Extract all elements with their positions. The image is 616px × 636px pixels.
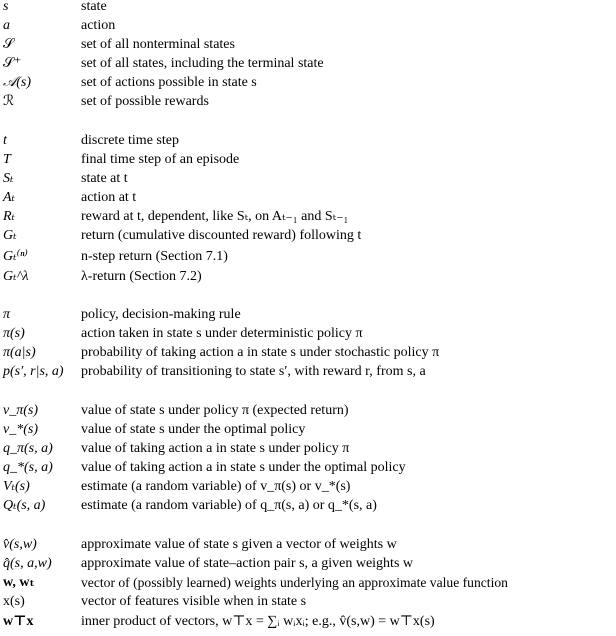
notation-description: state bbox=[81, 0, 107, 14]
notation-description: action taken in state s under deterministic policy π bbox=[81, 326, 363, 341]
notation-description: probability of taking action a in state s under stochastic policy π bbox=[81, 345, 440, 360]
notation-description: final time step of an episode bbox=[81, 152, 240, 167]
notation-symbol: 𝒮 bbox=[3, 37, 14, 52]
notation-symbol: x(s) bbox=[3, 594, 25, 609]
notation-symbol: p(s′, r|s, a) bbox=[3, 364, 64, 379]
notation-description: action at t bbox=[81, 190, 137, 205]
notation-description: policy, decision-making rule bbox=[81, 307, 241, 322]
notation-symbol: a bbox=[3, 18, 10, 33]
notation-symbol: π(a|s) bbox=[3, 345, 36, 360]
notation-description: λ-return (Section 7.2) bbox=[81, 269, 202, 284]
notation-description: vector of features visible when in state s bbox=[81, 594, 307, 609]
notation-symbol: T bbox=[3, 152, 11, 167]
notation-description: probability of transitioning to state s′, with reward r, from s, a bbox=[81, 364, 426, 379]
notation-symbol: Qₜ(s, a) bbox=[3, 498, 46, 513]
notation-description: return (cumulative discounted reward) following t bbox=[81, 228, 362, 243]
notation-description: estimate (a random variable) of q_π(s, a) or q_*(s, a) bbox=[81, 498, 377, 513]
notation-symbol: Gₜ⁽ⁿ⁾ bbox=[3, 249, 28, 264]
notation-symbol: Aₜ bbox=[3, 190, 16, 205]
notation-description: value of taking action a in state s under policy π bbox=[81, 441, 350, 456]
notation-description: value of state s under the optimal policy bbox=[81, 422, 306, 437]
notation-description: approximate value of state s given a vector of weights w bbox=[81, 537, 397, 552]
notation-symbol: Gₜ bbox=[3, 228, 17, 243]
notation-symbol: ℛ bbox=[3, 94, 15, 109]
notation-symbol: Sₜ bbox=[3, 171, 14, 186]
notation-symbol: q̂(s, a,w) bbox=[3, 556, 52, 571]
notation-symbol: q_*(s, a) bbox=[3, 460, 53, 475]
notation-symbol: 𝒮⁺ bbox=[3, 56, 22, 71]
notation-description: reward at t, dependent, like Sₜ, on Aₜ₋₁ and Sₜ₋₁ bbox=[81, 209, 349, 224]
notation-symbol: v_π(s) bbox=[3, 403, 38, 418]
notation-description: vector of (possibly learned) weights underlying an approximate value function bbox=[81, 575, 508, 590]
notation-symbol: t bbox=[3, 133, 7, 148]
notation-symbol: Vₜ(s) bbox=[3, 479, 30, 494]
notation-symbol: s bbox=[3, 0, 9, 14]
notation-description: inner product of vectors, w⊤x = ∑ᵢ wᵢxᵢ; e.g., v̂(s,w) = w⊤x(s) bbox=[81, 614, 435, 629]
notation-description: state at t bbox=[81, 171, 128, 186]
notation-symbol: w⊤x bbox=[3, 614, 34, 629]
notation-symbol: π(s) bbox=[3, 326, 25, 341]
notation-symbol: π bbox=[3, 307, 11, 322]
notation-description: set of all states, including the terminal state bbox=[81, 56, 324, 71]
notation-symbol: v_*(s) bbox=[3, 422, 38, 437]
notation-symbol: Rₜ bbox=[3, 209, 16, 224]
notation-description: value of taking action a in state s under the optimal policy bbox=[81, 460, 406, 475]
notation-description: set of actions possible in state s bbox=[81, 75, 257, 90]
notation-symbol: q_π(s, a) bbox=[3, 441, 53, 456]
notation-description: set of possible rewards bbox=[81, 94, 209, 109]
notation-description: discrete time step bbox=[81, 133, 179, 148]
notation-description: action bbox=[81, 18, 116, 33]
notation-description: set of all nonterminal states bbox=[81, 37, 235, 52]
notation-description: estimate (a random variable) of v_π(s) or v_*(s) bbox=[81, 479, 351, 494]
notation-description: approximate value of state–action pair s, a given weights w bbox=[81, 556, 414, 571]
notation-symbol: Gₜ^λ bbox=[3, 269, 29, 284]
notation-symbol: 𝒜(s) bbox=[3, 75, 32, 90]
notation-symbol: v̂(s,w) bbox=[3, 537, 37, 552]
notation-description: n-step return (Section 7.1) bbox=[81, 249, 228, 264]
notation-symbol: w, wₜ bbox=[3, 575, 35, 590]
notation-description: value of state s under policy π (expected return) bbox=[81, 403, 349, 418]
